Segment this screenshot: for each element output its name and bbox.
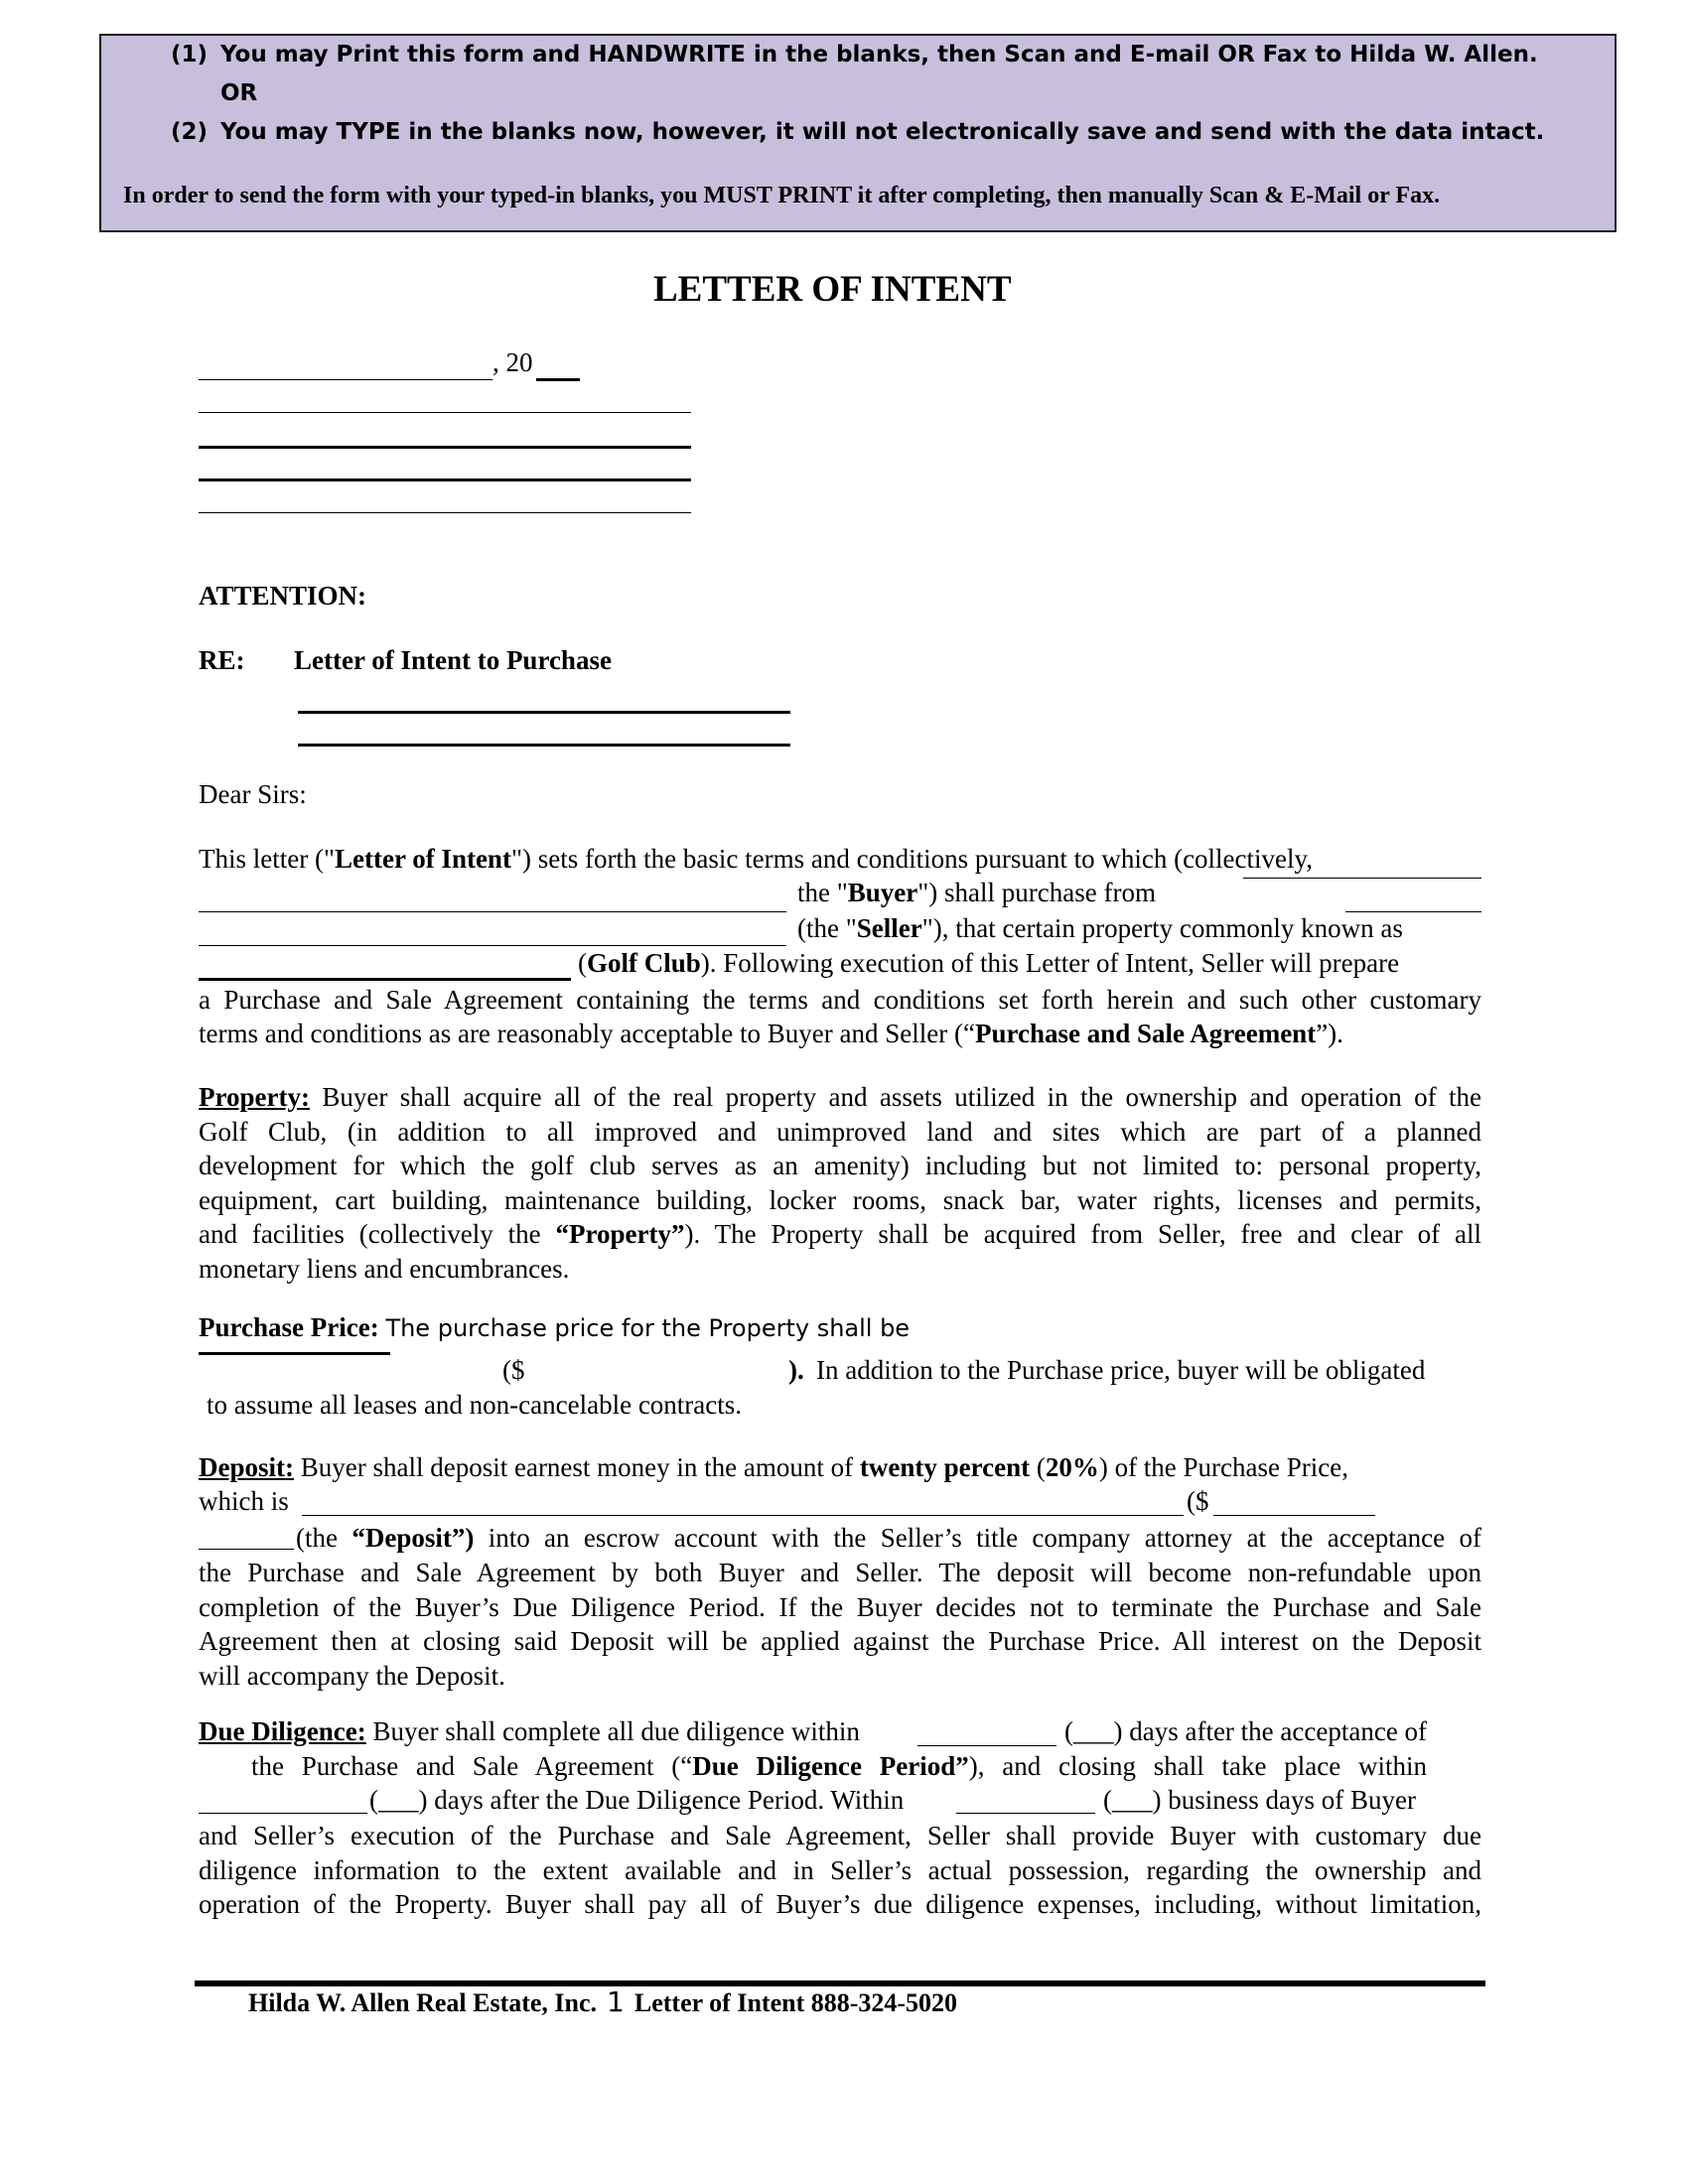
footer-doc-name: Letter of Intent 888-324-5020	[633, 1988, 958, 2017]
purchase-and-sale-agreement-term: Purchase and Sale Agreement	[974, 1019, 1317, 1048]
due-diligence-body: and Seller’s execution of the Purchase and Sale Agreement, Seller shall provide Buyer with customary due diligence information to the extent available and in Seller’s actual possession, regarding the ownership and operation of the Property. Buyer shall pay all of Buyer’s due diligence expenses, including, without limitation,	[199, 1821, 1481, 1919]
instructions-notice-box	[99, 34, 1617, 232]
deposit-line-3: (the “Deposit”) into an escrow account with the Seller’s title company attorney at the acceptance of	[296, 1523, 1481, 1553]
property-section: Property: Buyer shall acquire all of the real property and assets utilized in the ownership and operation of the Golf Club, (in addition to all improved and unimproved land and sites which are part of a planned development for which the golf club serves as an amenity) including but not limited to: personal property, equipment, cart building, maintenance building, locker rooms, snack bar, water rights, licenses and permits, and facilities (collectively the “Property”). The Property shall be acquired from Seller, free and clear of all monetary liens and encumbrances.	[199, 1082, 1482, 1284]
due-diligence-line-3a: (___) days after the Due Diligence Period. Within	[369, 1785, 905, 1815]
due-diligence-line-2: the Purchase and Sale Agreement (“Due Diligence Period”), and closing shall take place within	[251, 1751, 1427, 1781]
seller-term: Seller	[856, 913, 922, 943]
due-diligence-heading: Due Diligence:	[199, 1716, 366, 1746]
purchase-price-line-3: to assume all leases and non-cancelable contracts.	[207, 1390, 743, 1420]
closing-days-blank[interactable]	[199, 1813, 367, 1814]
golf-club-term: Golf Club	[587, 948, 701, 978]
notice-instruction-text: In order to send the form with your typed-in blanks, you MUST PRINT it after completing, then manually Scan & E-Mail or Fax.	[123, 183, 1441, 208]
intro-line-6: terms and conditions as are reasonably acceptable to Buyer and Seller (“Purchase and Sale Agreement”).	[199, 1019, 1343, 1048]
intro-line-1: This letter ("Letter of Intent") sets forth the basic terms and conditions pursuant to which (collectively,	[199, 844, 1314, 874]
date-year-prefix: , 20	[492, 347, 533, 377]
due-diligence-line-3b: (___) business days of Buyer	[1103, 1785, 1416, 1815]
notice-or-text: OR	[220, 80, 258, 106]
notice-item2-number: (2)	[171, 119, 209, 145]
year-blank[interactable]	[536, 378, 580, 381]
deposit-words-blank[interactable]	[302, 1515, 1184, 1516]
deposit-amount-blank[interactable]	[1213, 1515, 1375, 1516]
address-line-3[interactable]	[199, 478, 691, 481]
intro-line-2: the "Buyer") shall purchase from	[797, 878, 1156, 907]
intro-line-3: (the "Seller"), that certain property commonly known as	[797, 913, 1403, 943]
buyer-term: Buyer	[847, 878, 918, 907]
deposit-dollar-sign: ($	[1187, 1486, 1209, 1516]
purchase-price-line-2: In addition to the Purchase price, buyer will be obligated	[816, 1355, 1426, 1385]
notice-item1-text: You may Print this form and HANDWRITE in the blanks, then Scan and E-mail OR Fax to Hilda W. Allen.	[220, 42, 1538, 68]
document-title: LETTER OF INTENT	[653, 269, 1012, 310]
deposit-heading: Deposit:	[199, 1452, 294, 1482]
re-subject: Letter of Intent to Purchase	[294, 645, 612, 675]
business-days-blank[interactable]	[956, 1813, 1095, 1814]
notice-item1-number: (1)	[171, 42, 209, 68]
intro-line-4: (Golf Club). Following execution of this Letter of Intent, Seller will prepare	[578, 948, 1400, 978]
re-label: RE:	[199, 645, 245, 675]
date-blank[interactable]	[199, 379, 492, 380]
seller-name-blank[interactable]	[199, 911, 786, 912]
property-heading: Property:	[199, 1082, 310, 1112]
salutation: Dear Sirs:	[199, 779, 307, 809]
due-diligence-line-1: Due Diligence: Buyer shall complete all due diligence within	[199, 1716, 860, 1746]
attention-label: ATTENTION:	[199, 581, 367, 611]
due-diligence-days-text: (___) days after the acceptance of	[1064, 1716, 1428, 1746]
purchase-price-heading: Purchase Price:	[199, 1312, 379, 1342]
address-line-4[interactable]	[199, 512, 691, 513]
property-name-blank-1[interactable]	[199, 945, 786, 946]
address-line-1[interactable]	[199, 412, 691, 413]
purchase-price-words-blank[interactable]	[199, 1352, 390, 1355]
re-property-line-1[interactable]	[298, 711, 790, 714]
deposit-line-1: Deposit: Buyer shall deposit earnest money in the amount of twenty percent (20%) of the Purchase Price,	[199, 1452, 1348, 1482]
letter-of-intent-term: Letter of Intent	[334, 844, 511, 874]
buyer-name-blank[interactable]	[1243, 878, 1481, 879]
purchase-price-line-1: Purchase Price: The purchase price for the Property shall be	[199, 1312, 911, 1342]
deposit-amount-blank-2[interactable]	[199, 1549, 294, 1550]
intro-line-5: a Purchase and Sale Agreement containing the terms and conditions set forth herein and such other customary	[199, 985, 1481, 1015]
footer-page-number: 1	[607, 1985, 625, 2018]
deposit-which-is: which is	[199, 1486, 289, 1516]
seller-name-blank-2[interactable]	[1345, 911, 1481, 912]
re-property-line-2[interactable]	[298, 744, 790, 747]
due-diligence-days-blank[interactable]	[917, 1745, 1056, 1746]
property-name-blank-2[interactable]	[199, 978, 571, 981]
purchase-price-dollar-sign: ($	[502, 1355, 525, 1385]
deposit-body: the Purchase and Sale Agreement by both Buyer and Seller. The deposit will become non-refundable upon completion of the Buyer’s Due Diligence Period. If the Buyer decides not to terminate the Purchase and Sale Agreement then at closing said Deposit will be applied against the Purchase Price. All interest on the Deposit will accompany the Deposit.	[199, 1558, 1481, 1691]
page-footer	[248, 1985, 957, 2018]
purchase-price-close: ).	[788, 1355, 804, 1385]
footer-company: Hilda W. Allen Real Estate, Inc.	[248, 1988, 598, 2017]
notice-item2-text: You may TYPE in the blanks now, however, it will not electronically save and send with the data intact.	[220, 119, 1545, 145]
address-line-2[interactable]	[199, 446, 691, 449]
